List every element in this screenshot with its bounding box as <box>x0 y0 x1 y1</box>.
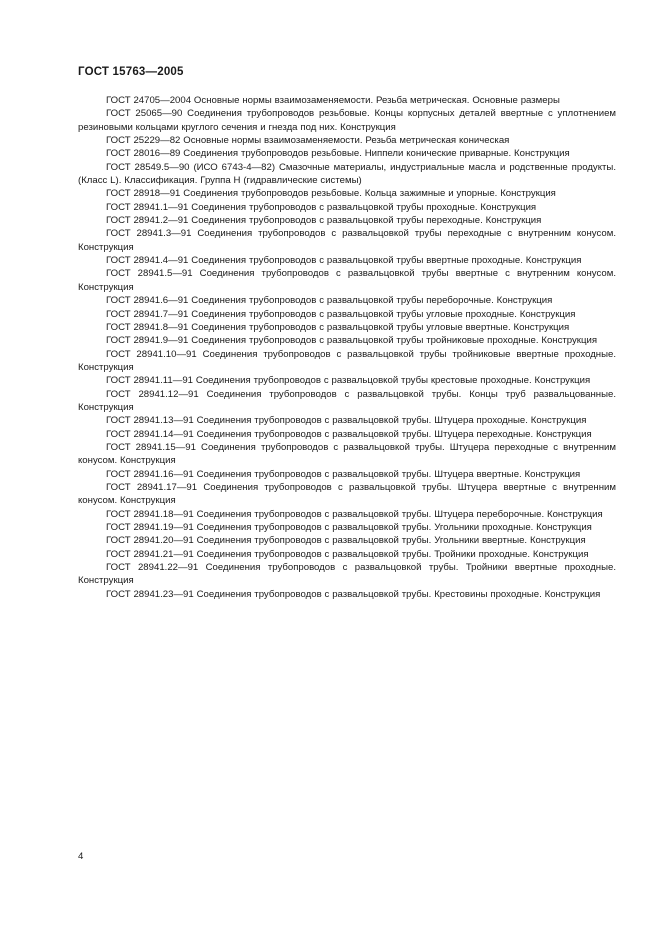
reference-item: ГОСТ 28941.14—91 Соединения трубопроводов с развальцовкой трубы. Штуцера переходные. Конструкция <box>106 428 592 440</box>
reference-item: ГОСТ 25065—90 Соединения трубопроводов резьбовые. Концы корпусных деталей ввертные с уплотнением резиновыми кольцами круглого сечения и гнезда под них. Конструкция <box>78 108 616 133</box>
reference-item: ГОСТ 28941.23—91 Соединения трубопроводов с развальцовкой трубы. Крестовины проходные. Конструкция <box>106 588 601 600</box>
reference-item: ГОСТ 28016—89 Соединения трубопроводов резьбовые. Ниппели конические приварные. Конструкция <box>106 148 570 160</box>
reference-item: ГОСТ 28941.12—91 Соединения трубопроводов с развальцовкой трубы. Концы труб развальцованные. Конструкция <box>78 388 616 413</box>
reference-item: ГОСТ 28549.5—90 (ИСО 6743-4—82) Смазочные материалы, индустриальные масла и родственные продукты. (Класс L). Классификация. Группа Н (гидравлические системы) <box>78 161 616 187</box>
reference-item: ГОСТ 28941.4—91 Соединения трубопроводов с развальцовкой трубы ввертные проходные. Конструкция <box>106 255 582 267</box>
reference-item: ГОСТ 28941.6—91 Соединения трубопроводов с развальцовкой трубы переборочные. Конструкция <box>106 295 553 307</box>
reference-item: ГОСТ 28941.17—91 Соединения трубопроводов с развальцовкой трубы. Штуцера ввертные с внутренним конусом. Конструкция <box>78 481 616 507</box>
reference-item: ГОСТ 28941.20—91 Соединения трубопроводов с развальцовкой трубы. Угольники ввертные. Конструкция <box>106 535 586 547</box>
page-header-title: ГОСТ 15763—2005 <box>78 66 184 78</box>
reference-item: ГОСТ 28941.2—91 Соединения трубопроводов с развальцовкой трубы переходные. Конструкция <box>106 215 542 227</box>
reference-item: ГОСТ 25229—82 Основные нормы взаимозаменяемости. Резьба метрическая коническая <box>106 135 510 147</box>
reference-item: ГОСТ 28941.1—91 Соединения трубопроводов с развальцовкой трубы проходные. Конструкция <box>106 201 537 213</box>
reference-item: ГОСТ 28941.18—91 Соединения трубопроводов с развальцовкой трубы. Штуцера переборочные. Конструкция <box>106 508 603 520</box>
reference-item: ГОСТ 28941.11—91 Соединения трубопроводов с развальцовкой трубы крестовые проходные. Конструкция <box>106 375 591 387</box>
reference-item: ГОСТ 28941.13—91 Соединения трубопроводов с развальцовкой трубы. Штуцера проходные. Конструкция <box>106 415 587 427</box>
reference-item: ГОСТ 28941.9—91 Соединения трубопроводов с развальцовкой трубы тройниковые проходные. Конструкция <box>106 335 598 347</box>
reference-item: ГОСТ 28941.8—91 Соединения трубопроводов с развальцовкой трубы угловые ввертные. Конструкция <box>106 321 570 333</box>
reference-item: ГОСТ 28941.21—91 Соединения трубопроводов с развальцовкой трубы. Тройники проходные. Конструкция <box>106 548 589 560</box>
page-number: 4 <box>78 851 84 862</box>
reference-item: ГОСТ 28941.19—91 Соединения трубопроводов с развальцовкой трубы. Угольники проходные. Конструкция <box>106 522 592 533</box>
reference-item: ГОСТ 28941.10—91 Соединения трубопроводов с развальцовкой трубы тройниковые ввертные проходные. Конструкция <box>78 348 616 373</box>
reference-item: ГОСТ 28941.16—91 Соединения трубопроводов с развальцовкой трубы. Штуцера ввертные. Конструкция <box>106 468 581 480</box>
reference-item: ГОСТ 28941.22—91 Соединения трубопроводов с развальцовкой трубы. Тройники ввертные проходные. Конструкция <box>78 562 616 587</box>
reference-item: ГОСТ 28941.3—91 Соединения трубопроводов с развальцовкой трубы переходные с внутренним конусом. Конструкция <box>78 228 616 253</box>
reference-item: ГОСТ 28941.5—91 Соединения трубопроводов с развальцовкой трубы ввертные с внутренним конусом. Конструкция <box>78 268 616 293</box>
reference-item: ГОСТ 24705—2004 Основные нормы взаимозаменяемости. Резьба метрическая. Основные размеры <box>106 95 560 106</box>
reference-item: ГОСТ 28918—91 Соединения трубопроводов резьбовые. Кольца зажимные и упорные. Конструкция <box>106 188 556 200</box>
reference-item: ГОСТ 28941.15—91 Соединения трубопроводов с развальцовкой трубы. Штуцера переходные с внутренним конусом. Конструкция <box>78 441 616 467</box>
normative-references-list <box>78 94 616 601</box>
reference-item: ГОСТ 28941.7—91 Соединения трубопроводов с развальцовкой трубы угловые проходные. Конструкция <box>106 308 576 320</box>
